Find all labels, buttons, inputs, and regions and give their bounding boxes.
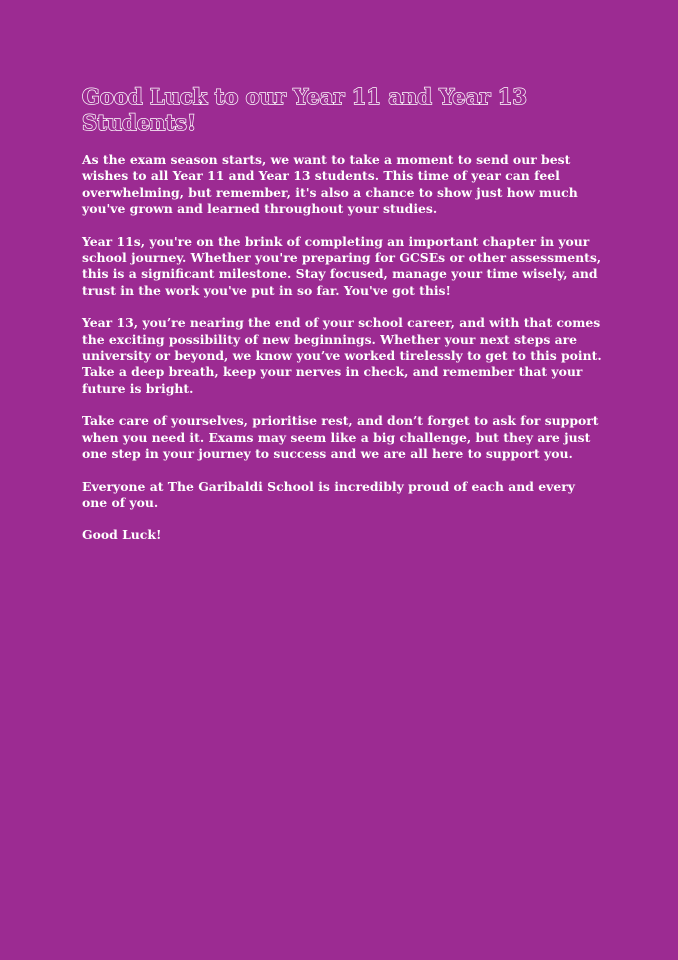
paragraph-self-care: Take care of yourselves, prioritise rest, and don’t forget to ask for support when you need it. Exams may seem like a big challenge, but they are just one step in your journey to success and we are all here to support you. — [82, 413, 599, 462]
paragraph-year-11: Year 11s, you're on the brink of completing an important chapter in your school journey. Whether you're preparing for GCSEs or other assessments, this is a significant milestone. Stay focused, manage your time wisely, and trust in the work you've put in so far. You've got this! — [82, 233, 602, 298]
page-title: Good Luck to our Year 11 and Year 13 Students! — [82, 84, 527, 135]
paragraph-proud: Everyone at The Garibaldi School is incredibly proud of each and every one of you. — [82, 478, 575, 510]
paragraph-year-13: Year 13, you’re nearing the end of your school career, and with that comes the exciting possibility of new beginnings. Whether your next steps are university or beyond, we know you’ve worked tirelessly to get to this point. Take a deep breath, keep your nerves in check, and remember that your future is bright. — [82, 315, 602, 396]
paragraph-sign-off: Good Luck! — [82, 527, 162, 543]
paragraph-intro: As the exam season starts, we want to take a moment to send our best wishes to all Year 11 and Year 13 students. This time of year can feel overwhelming, but remember, it's also a chance to show just how much you've grown and learned throughout your studies. — [82, 152, 578, 217]
document-body — [82, 84, 602, 560]
